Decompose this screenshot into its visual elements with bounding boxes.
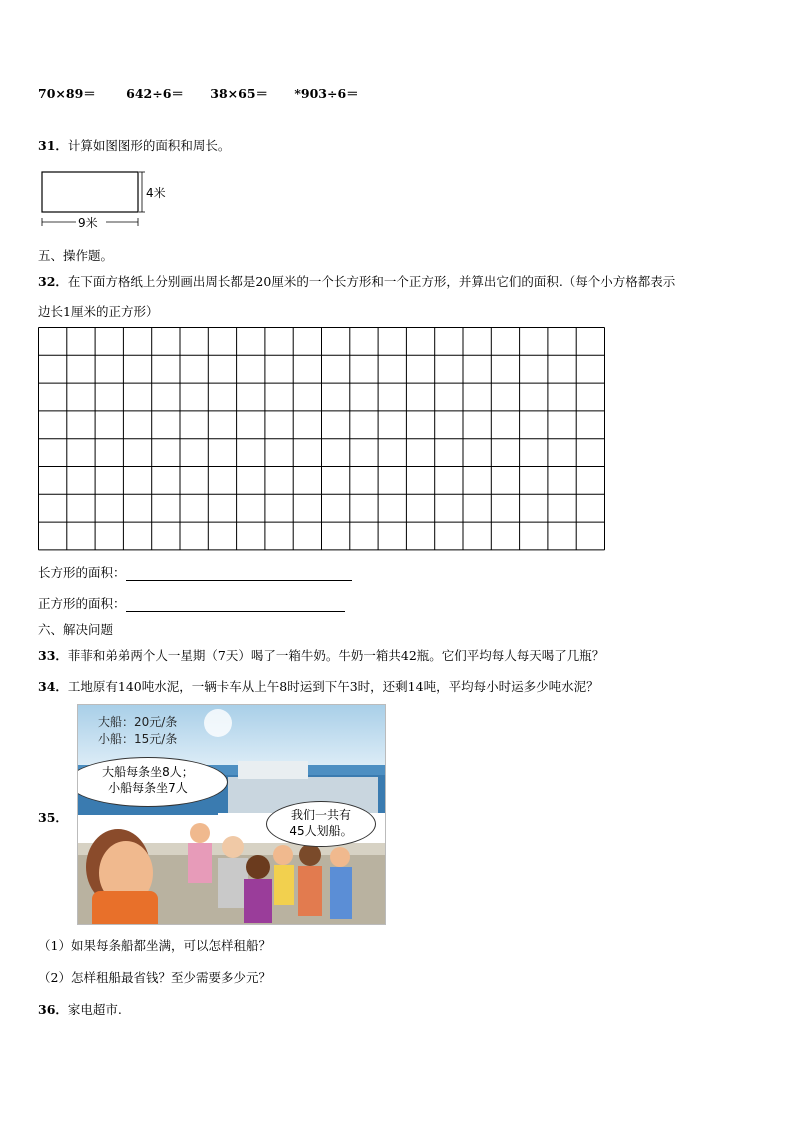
section-6-heading: 六、解决问题 [38, 622, 114, 637]
section-5-heading: 五、操作题。 [38, 248, 114, 263]
question-number: 36． [38, 1002, 68, 1017]
question-32-line2: 边长1厘米的正方形） [38, 304, 159, 319]
question-34 [38, 677, 599, 695]
boat-rental-illustration [77, 704, 386, 925]
price-big: 大船：20元/条 [98, 715, 178, 729]
square-area-label: 正方形的面积： [38, 596, 126, 611]
square-area-row [38, 594, 345, 612]
arith-item: 70×89＝ [38, 86, 96, 101]
grid-paper[interactable] [38, 327, 608, 553]
question-number: 35． [38, 810, 68, 825]
arith-item: 642÷6＝ [126, 86, 184, 101]
question-35-sub1: （1）如果每条船都坐满，可以怎样租船？ [38, 938, 271, 953]
arith-row [38, 84, 359, 102]
bubble-line: 45人划船。 [289, 824, 353, 838]
question-33 [38, 646, 604, 664]
height-label: 4米 [146, 186, 166, 200]
price-small: 小船：15元/条 [98, 732, 178, 746]
question-text: 工地原有140吨水泥，一辆卡车从上午8时运到下午3时，还剩14吨，平均每小时运多少吨水泥？ [67, 679, 599, 694]
bubble-line: 小船每条坐7人 [108, 781, 188, 795]
arith-item: *903÷6＝ [294, 86, 359, 101]
arith-item: 38×65＝ [210, 86, 269, 101]
question-text: 计算如图图形的面积和周长。 [67, 138, 231, 153]
question-text: 家电超市. [67, 1002, 122, 1017]
question-35-sub2: （2）怎样租船最省钱？至少需要多少元？ [38, 970, 271, 985]
question-text: 菲菲和弟弟两个人一星期（7天）喝了一箱牛奶。牛奶一箱共42瓶。它们平均每人每天喝了几瓶？ [67, 648, 605, 663]
question-number: 34． [38, 679, 68, 694]
square-area-answer-line[interactable] [126, 610, 345, 612]
question-number: 33． [38, 648, 68, 663]
question-number: 32． [38, 274, 68, 289]
question-32-line1 [38, 272, 675, 290]
rect-area-answer-line[interactable] [126, 579, 352, 581]
rect-area-row [38, 563, 352, 581]
bubble-line: 我们一共有 [290, 808, 351, 822]
question-text: 在下面方格纸上分别画出周长都是20厘米的一个长方形和一个正方形，并算出它们的面积.（每个小方格都表示 [67, 274, 676, 289]
question-31 [38, 136, 230, 154]
bubble-line: 大船每条坐8人； [102, 765, 194, 779]
rectangle-figure [36, 168, 166, 234]
speech-bubble-group-size [266, 801, 376, 847]
question-36 [38, 1000, 122, 1018]
question-number: 31． [38, 138, 68, 153]
width-label: 9米 [78, 216, 98, 230]
rect-area-label: 长方形的面积： [38, 565, 126, 580]
